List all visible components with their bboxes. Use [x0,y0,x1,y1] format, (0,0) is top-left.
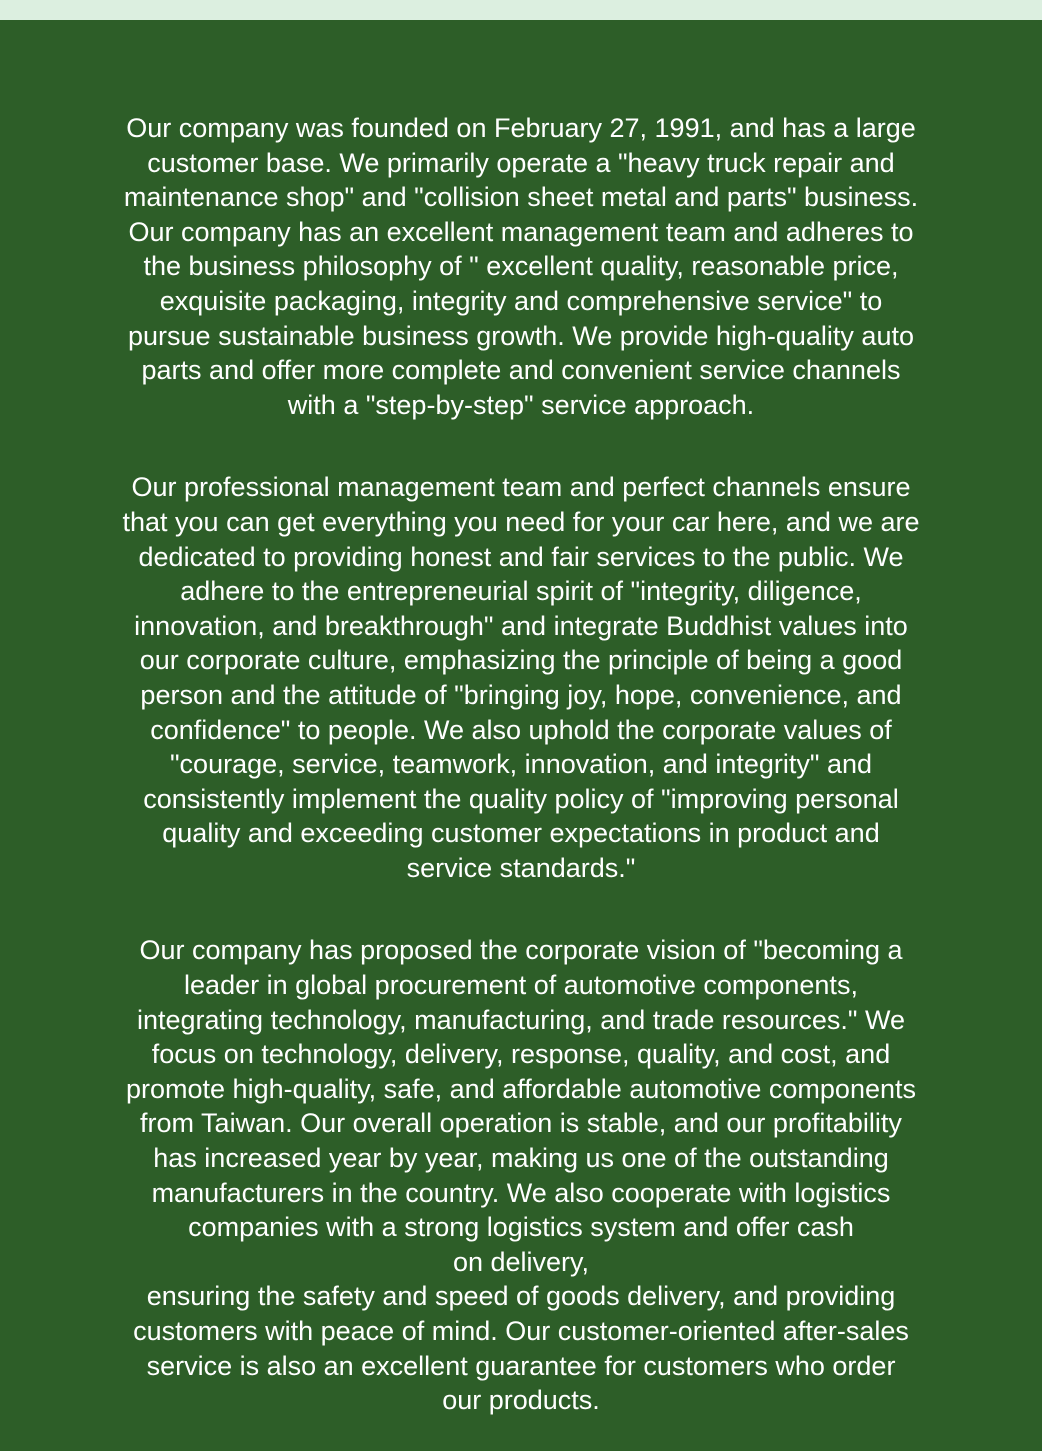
text-line: our products. [442,1385,600,1416]
text-line: confidence" to people. We also uphold the corporate values of [150,714,892,745]
text-line: manufacturers in the country. We also cooperate with logistics [151,1177,891,1208]
text-line: Our professional management team and perfect channels ensure [131,472,911,503]
text-line: with a "step-by-step" service approach. [287,389,755,420]
text-line: companies with a strong logistics system and offer cash [188,1212,854,1243]
text-line: exquisite packaging, integrity and comprehensive service" to [159,285,883,316]
text-line: consistently implement the quality policy of "improving personal [143,783,899,814]
text-line: customer base. We primarily operate a "heavy truck repair and [147,147,895,178]
text-line: our corporate culture, emphasizing the principle of being a good [139,645,903,676]
text-line: parts and offer more complete and convenient service channels [141,355,901,386]
text-line: Our company has proposed the corporate vision of "becoming a [139,935,903,966]
text-line: quality and exceeding customer expectations in product and [162,818,880,849]
text-line: Our company was founded on February 27, 1991, and has a large [126,113,916,143]
text-line: innovation, and breakthrough" and integrate Buddhist values into [134,610,908,641]
text-line: adhere to the entrepreneurial spirit of "integrity, diligence, [180,576,862,607]
paragraph-vision [80,933,962,1417]
text-line: promote high-quality, safe, and affordable automotive components [126,1073,916,1104]
text-line: on delivery, [452,1246,590,1277]
text-line: pursue sustainable business growth. We provide high-quality auto [128,320,914,351]
company-profile-text [80,111,962,1418]
text-line: dedicated to providing honest and fair services to the public. We [138,541,904,572]
top-strip [0,0,1042,20]
text-line: focus on technology, delivery, response, quality, and cost, and [151,1039,891,1070]
text-line: integrating technology, manufacturing, and trade resources." We [136,1004,906,1035]
text-line: ensuring the safety and speed of goods delivery, and providing [146,1281,896,1312]
text-line: service is also an excellent guarantee for customers who order [146,1350,896,1381]
paragraph-founding [80,111,962,422]
text-line: that you can get everything you need for your car here, and we are [122,506,920,537]
text-line: leader in global procurement of automotive components, [184,970,858,1001]
paragraph-management [80,470,962,885]
text-line: person and the attitude of "bringing joy, hope, convenience, and [140,679,902,710]
text-line: Our company has an excellent management team and adheres to [128,216,914,247]
text-line: has increased year by year, making us one of the outstanding [153,1143,889,1174]
text-line: the business philosophy of " excellent quality, reasonable price, [143,251,899,282]
content-panel [0,20,1042,1451]
text-line: from Taiwan. Our overall operation is stable, and our profitability [140,1108,902,1139]
text-line: service standards." [406,852,636,883]
text-line: "courage, service, teamwork, innovation, and integrity" and [169,749,873,780]
text-line: customers with peace of mind. Our customer-oriented after-sales [133,1316,909,1346]
text-line: maintenance shop" and "collision sheet metal and parts" business. [123,182,919,213]
